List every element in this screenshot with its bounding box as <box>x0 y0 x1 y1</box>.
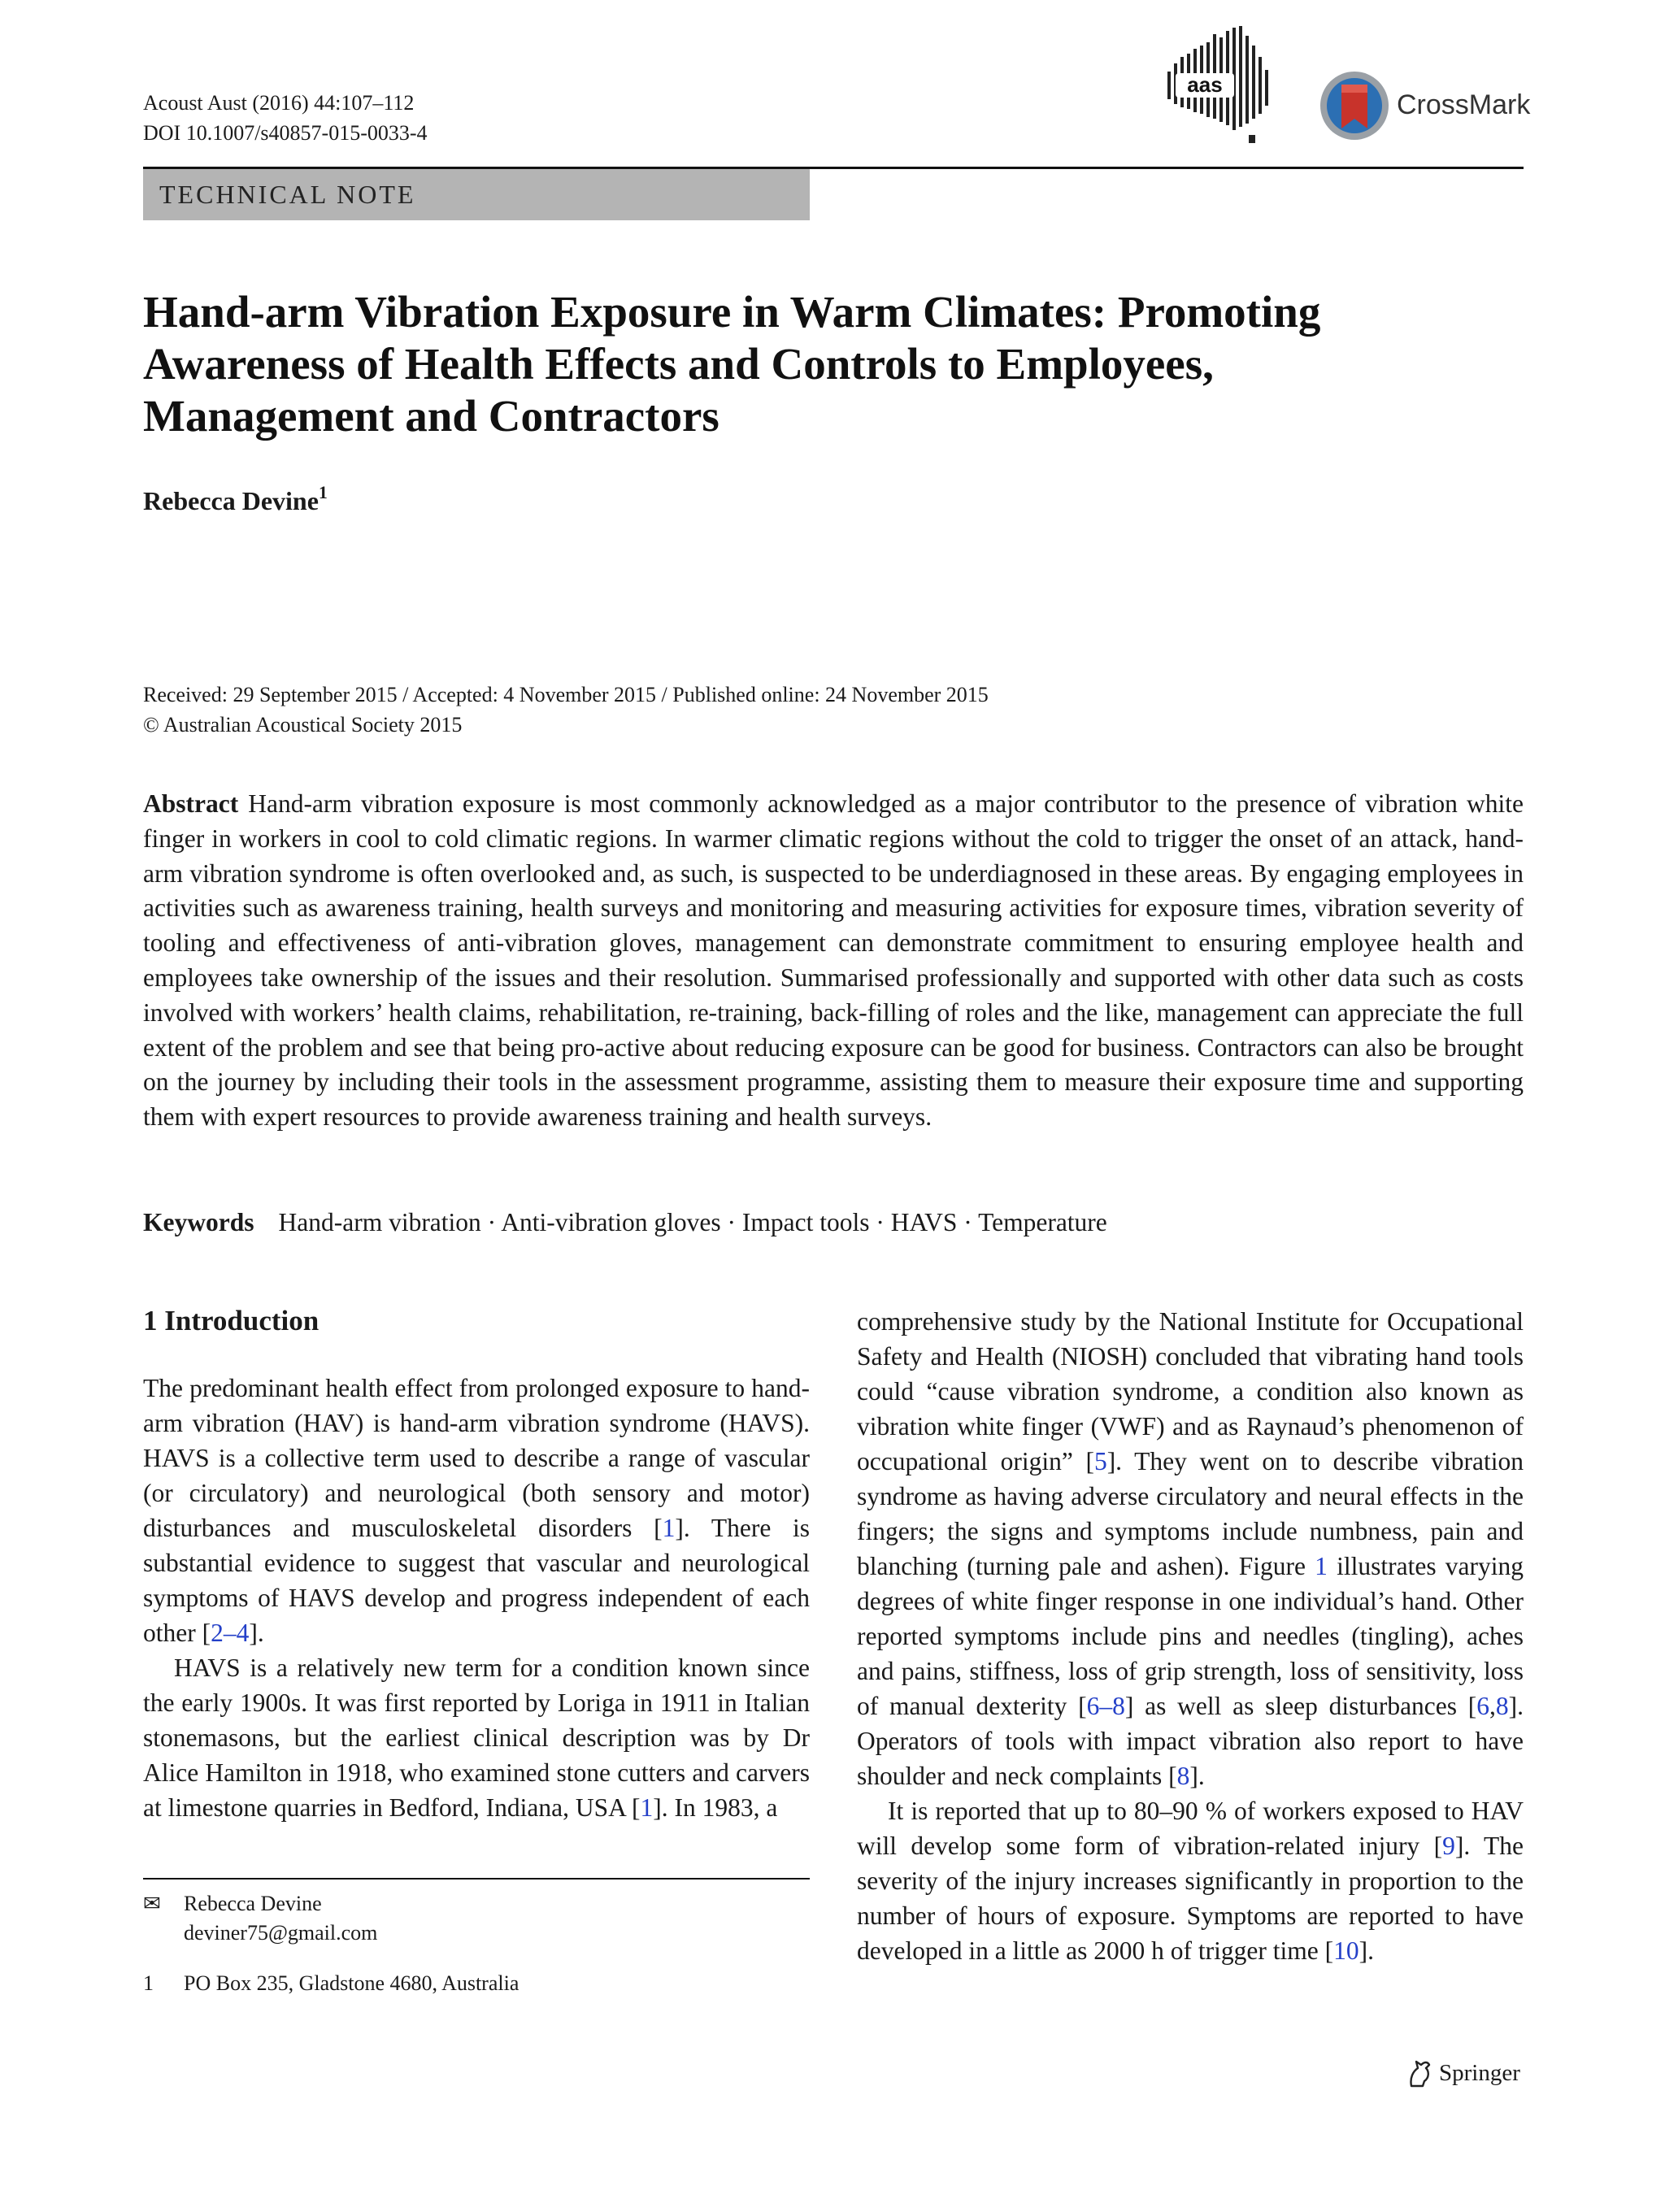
citation-link[interactable]: 5 <box>1093 1447 1107 1475</box>
article-type-banner <box>143 169 810 220</box>
keywords-text: Hand-arm vibration · Anti-vibration gloves · Impact tools · HAVS · Temperature <box>278 1208 1107 1236</box>
abstract-label: Abstract <box>143 789 239 818</box>
title-line: Hand-arm Vibration Exposure in Warm Climates: Promoting <box>143 287 1321 337</box>
journal-meta <box>143 88 428 148</box>
article-type: TECHNICAL NOTE <box>159 180 416 209</box>
publisher-name: Springer <box>1439 2060 1520 2086</box>
keywords-label: Keywords <box>143 1208 254 1236</box>
affiliation-mark: 1 <box>143 1971 154 1995</box>
abstract-text: Hand-arm vibration exposure is most commonly acknowledged as a major contributor to the presence of vibration white finger in workers in cool to cold climatic regions. In warmer climatic regions without the cold to trigger the onset of an attack, hand-arm vibration syndrome is often overlooked and, as such, is suspected to be underdiagnosed in these areas. By engaging employees in activities such as awareness training, health surveys and monitoring and measuring activities for exposure times, vibration severity of tooling and effectiveness of anti-vibration gloves, management can demonstrate commitment to ensuring employee health and employees take ownership of the issues and their resolution. Summarised professionally and supported with other data such as costs involved with workers’ health claims, rehabilitation, re-training, back-filling of roles and the like, management can appreciate the full extent of the problem and see that being pro-active about reducing exposure can be good for business. Contractors can also be brought on the journey by including their tools in the assessment programme, assisting them to measure their exposure time and supporting them with expert resources to provide awareness training and health surveys. <box>143 789 1524 1132</box>
citation-link[interactable]: 6–8 <box>1086 1692 1125 1720</box>
paragraph: HAVS is a relatively new term for a condition known since the early 1900s. It was first reported by Loriga in 1911 in Italian stonemasons, but the earliest clinical description was by Dr Alice Hamilton in 1918, who examined stone cutters and carvers at limestone quarries in Bedford, Indiana, USA [1]. In 1983, a <box>143 1654 810 1822</box>
springer-horse-icon <box>1405 2057 1434 2089</box>
citation-link[interactable]: 6 <box>1476 1692 1490 1720</box>
footnotes <box>143 1889 810 1998</box>
aas-logo <box>1161 24 1285 146</box>
keywords <box>143 1206 1107 1240</box>
title-line: Management and Contractors <box>143 391 719 441</box>
publication-history: Received: 29 September 2015 / Accepted: 4 November 2015 / Published online: 24 November 2015 <box>143 683 989 706</box>
crossmark-badge[interactable] <box>1319 65 1531 146</box>
paragraph: comprehensive study by the National Institute for Occupational Safety and Health (NIOSH) concluded that vibrating hand tools could “cause vibration syndrome, a condition also known as vibration white finger (VWF) and as Raynaud’s phenomenon of occupational origin” [5]. They went on to describe vibration syndrome as having adverse circulatory and neural effects in the fingers; the signs and symptoms include numbness, pain and blanching (turning pale and ashen). Figure 1 illustrates varying degrees of white finger response in one individual’s hand. Other reported symptoms include pins and needles (tingling), aches and pains, stiffness, loss of grip strength, loss of sensitivity, loss of manual dexterity [6–8] as well as sleep disturbances [6,8]. Operators of tools with impact vibration also report to have shoulder and neck complaints [8]. <box>857 1307 1524 1790</box>
author-name: Rebecca Devine <box>143 486 319 515</box>
journal-citation: Acoust Aust (2016) 44:107–112 <box>143 91 415 115</box>
citation-link[interactable]: 2–4 <box>211 1619 250 1647</box>
paragraph: The predominant health effect from prolonged exposure to hand-arm vibration (HAV) is hand-arm vibration syndrome (HAVS). HAVS is a collective term used to describe a range of vascular (or circulatory) and neurological (both sensory and motor) disturbances and musculoskeletal disorders [1]. There is substantial evidence to suggest that vascular and neurological symptoms of HAVS develop and progress independent of each other [2–4]. <box>143 1374 811 1647</box>
body-column-left <box>143 1304 810 1825</box>
citation-link[interactable]: 1 <box>662 1514 676 1542</box>
corresponding-author <box>143 1889 810 1948</box>
affiliation <box>143 1969 810 1998</box>
corresponding-author-email[interactable]: deviner75@gmail.com <box>184 1921 378 1945</box>
title-line: Awareness of Health Effects and Controls to Employees, <box>143 339 1214 389</box>
publisher-logo <box>1405 2057 1535 2092</box>
citation-link[interactable]: 9 <box>1442 1832 1455 1860</box>
doi[interactable]: DOI 10.1007/s40857-015-0033-4 <box>143 121 428 145</box>
envelope-icon: ✉ <box>143 1892 161 1915</box>
crossmark-label: CrossMark <box>1397 89 1531 120</box>
corresponding-author-name: Rebecca Devine <box>184 1892 322 1915</box>
author <box>143 482 328 516</box>
copyright: © Australian Acoustical Society 2015 <box>143 713 463 737</box>
section-heading: 1 Introduction <box>143 1305 320 1336</box>
paragraph: It is reported that up to 80–90 % of workers exposed to HAV will develop some form of vibration-related injury [9]. The severity of the injury increases significantly in proportion to the number of hours of exposure. Symptoms are reported to have developed in a little as 2000 h of trigger time [10]. <box>857 1797 1524 1965</box>
abstract <box>143 787 1524 1135</box>
citation-link[interactable]: 8 <box>1176 1762 1190 1790</box>
citation-link[interactable]: 8 <box>1495 1692 1509 1720</box>
citation-link[interactable]: 10 <box>1333 1936 1359 1965</box>
publication-dates <box>143 680 989 740</box>
affiliation-text: PO Box 235, Gladstone 4680, Australia <box>184 1971 519 1995</box>
citation-link[interactable]: 1 <box>640 1793 654 1822</box>
author-affiliation-mark[interactable]: 1 <box>318 482 328 502</box>
body-column-right <box>857 1304 1524 1968</box>
footnote-rule <box>143 1878 810 1880</box>
aas-logo-text: aas <box>1187 72 1223 97</box>
figure-link[interactable]: 1 <box>1315 1552 1328 1580</box>
crossmark-icon <box>1319 65 1392 146</box>
article-title <box>143 286 1444 442</box>
